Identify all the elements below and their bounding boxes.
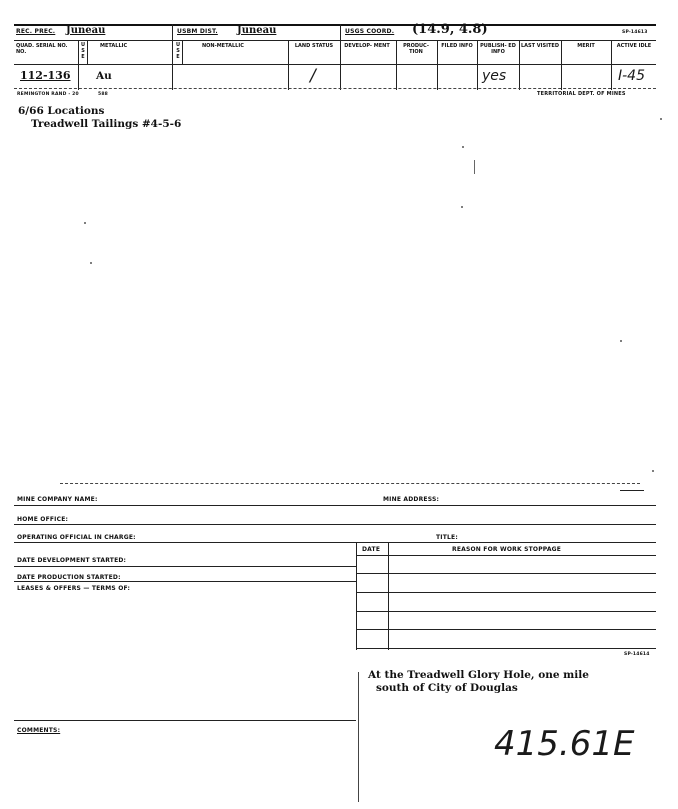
divider — [340, 40, 341, 90]
form-rule — [14, 542, 656, 543]
divider — [340, 24, 341, 40]
rec-prec-label: REC. PREC. — [16, 28, 56, 35]
usbm-dist-label: USBM DIST. — [177, 28, 218, 35]
table-date-divider — [388, 542, 389, 650]
record-metallic: Au — [96, 70, 112, 82]
record-published-info: yes — [482, 68, 507, 84]
scan-dot — [652, 470, 654, 472]
home-office-label: HOME OFFICE: — [17, 516, 69, 523]
handwritten-number: 415.61E — [494, 724, 635, 764]
col-use-nonmetallic: U S E — [175, 42, 181, 60]
record-row-rule — [14, 88, 656, 89]
scan-dot — [461, 206, 463, 208]
divider — [78, 40, 79, 90]
title-label: TITLE: — [436, 534, 458, 541]
table-rule — [356, 573, 656, 574]
col-production: PRODUC- TION — [403, 43, 429, 55]
date-production-label: DATE PRODUCTION STARTED: — [17, 574, 121, 581]
col-metallic: METALLIC — [100, 43, 128, 49]
header-bottom-rule — [14, 64, 656, 65]
divider — [182, 40, 183, 64]
divider — [477, 40, 478, 90]
table-rule — [356, 592, 656, 593]
divider — [288, 40, 289, 90]
table-left-border — [356, 542, 357, 650]
form-number-top: SP-14613 — [622, 30, 648, 35]
divider — [519, 40, 520, 90]
bottom-dashed-rule — [60, 483, 640, 484]
note-line-2: Treadwell Tailings #4-5-6 — [31, 118, 182, 130]
col-quad-serial: QUAD. SERIAL NO. NO. — [16, 43, 68, 55]
table-rule — [356, 648, 656, 649]
col-published-info: PUBLISH- ED INFO — [480, 43, 516, 55]
scan-dot — [84, 222, 86, 224]
leases-label: LEASES & OFFERS — TERMS OF: — [17, 585, 131, 592]
divider — [87, 40, 88, 64]
printer-code: 588 — [98, 92, 108, 97]
rec-prec-value: Juneau — [66, 25, 106, 36]
record-quad-serial: 112-136 — [20, 69, 71, 82]
date-col-header: DATE — [362, 546, 381, 553]
form-rule — [14, 524, 656, 525]
location-line-1: At the Treadwell Glory Hole, one mile — [368, 669, 589, 681]
record-land-status: / — [310, 66, 316, 86]
reason-col-header: REASON FOR WORK STOPPAGE — [452, 546, 562, 553]
usgs-coord-label: USGS COORD. — [345, 28, 395, 35]
mine-address-label: MINE ADDRESS: — [383, 496, 440, 503]
scan-mark — [474, 160, 475, 174]
col-nonmetallic: NON-METALLIC — [202, 43, 244, 49]
divider — [172, 24, 173, 40]
col-land-status: LAND STATUS — [294, 43, 334, 49]
form-rule — [14, 720, 356, 721]
printer-mark: REMINGTON RAND - 20 — [17, 92, 79, 97]
scan-dot — [660, 118, 662, 120]
location-divider — [358, 672, 359, 802]
divider — [172, 40, 173, 90]
header-rule — [14, 40, 656, 41]
usbm-dist-value: Juneau — [237, 25, 277, 36]
header-top-rule — [14, 24, 656, 26]
scan-dot — [90, 262, 92, 264]
col-last-visited: LAST VISITED — [521, 43, 559, 49]
divider — [561, 40, 562, 90]
col-merit: MERIT — [577, 43, 595, 49]
operating-official-label: OPERATING OFFICIAL IN CHARGE: — [17, 534, 136, 541]
col-filed-info: FILED INFO — [441, 43, 473, 49]
location-line-2: south of City of Douglas — [376, 682, 518, 694]
form-rule — [14, 505, 656, 506]
note-line-1: 6/66 Locations — [18, 105, 105, 117]
divider — [611, 40, 612, 90]
form-number-bottom: SP-14614 — [624, 652, 650, 657]
divider — [437, 40, 438, 90]
table-rule — [356, 629, 656, 630]
table-rule — [356, 611, 656, 612]
scan-dot — [620, 340, 622, 342]
date-development-label: DATE DEVELOPMENT STARTED: — [17, 557, 127, 564]
divider — [396, 40, 397, 90]
dept-name: TERRITORIAL DEPT. OF MINES — [537, 91, 626, 97]
bottom-tick — [620, 490, 644, 491]
mine-company-name-label: MINE COMPANY NAME: — [17, 496, 98, 503]
scan-dot — [462, 146, 464, 148]
table-rule — [356, 555, 656, 556]
record-active-idle: I-45 — [618, 68, 645, 84]
col-development: DEVELOP- MENT — [344, 43, 390, 49]
col-active-idle: ACTIVE IDLE — [616, 43, 652, 49]
comments-label: COMMENTS: — [17, 727, 61, 734]
form-rule — [14, 581, 356, 582]
usgs-coord-value: (14.9, 4.8) — [412, 22, 488, 37]
col-use-metallic: U S E — [80, 42, 86, 60]
form-rule — [14, 566, 356, 567]
